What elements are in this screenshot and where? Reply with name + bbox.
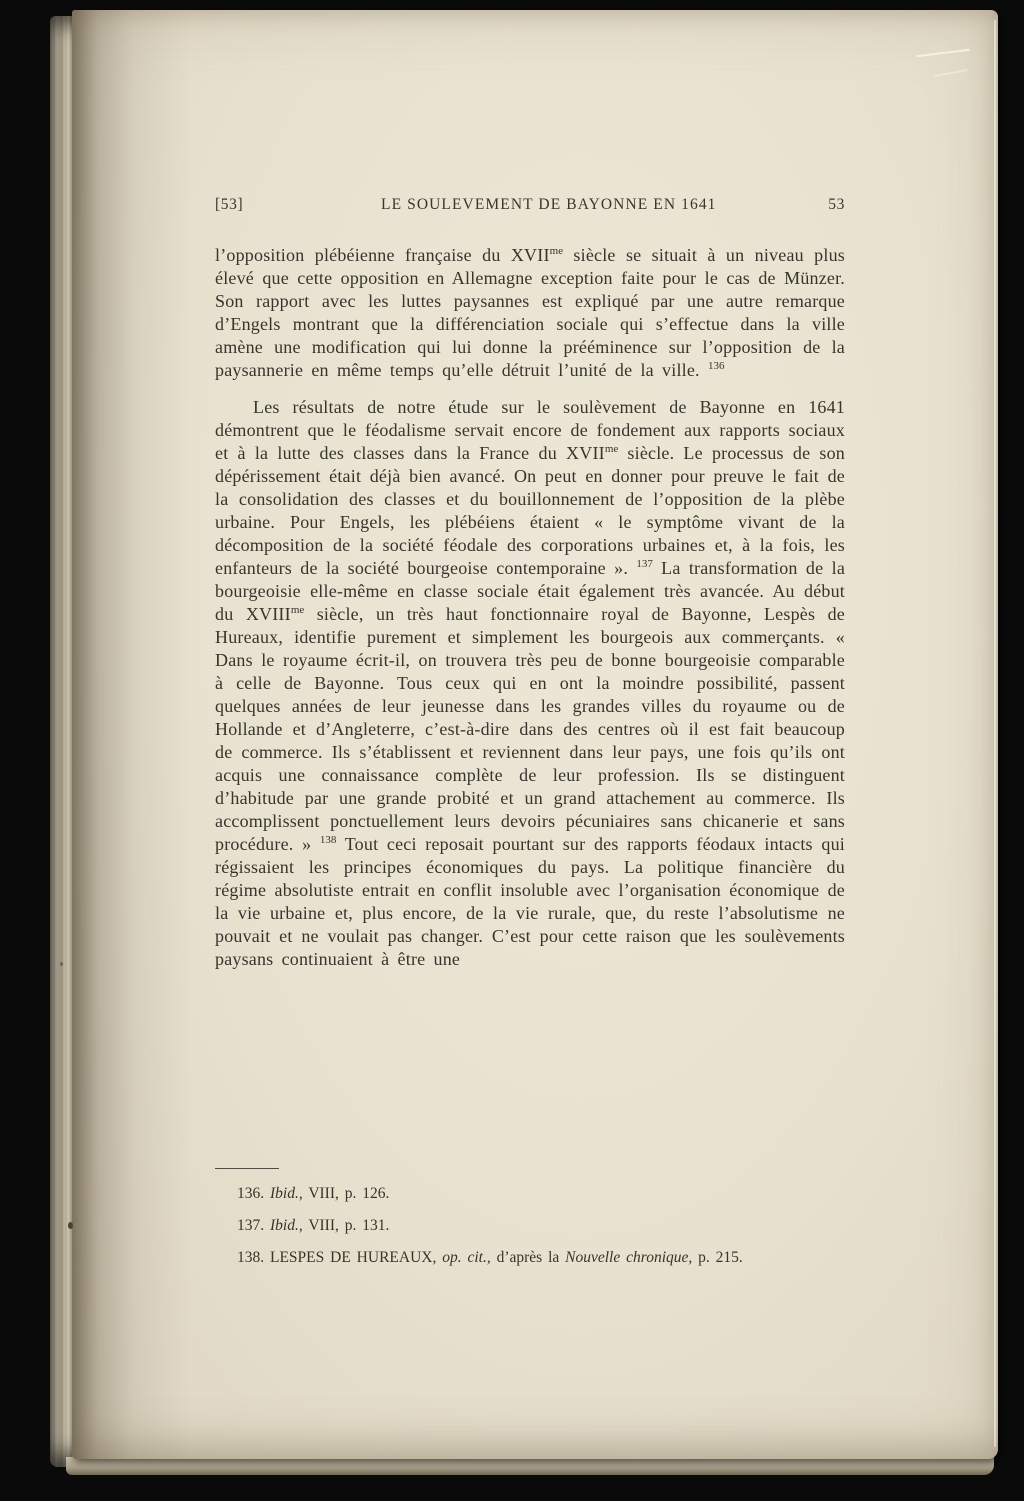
scan-speck — [68, 1222, 73, 1229]
footnote-separator-rule — [215, 1168, 279, 1169]
footnote: 136. Ibid., VIII, p. 126. — [237, 1185, 390, 1202]
page-header — [215, 196, 845, 214]
paragraph: Les résultats de notre étude sur le soulèvement de Bayonne en 1641 démontrent que le féodalisme servait encore de fondement aux rapports sociaux et à la lutte des classes dans la France du $XVII^{me}$ siècle. Le processus de son dépérissement était déjà bien avancé. On peut en donner pour preuve le fait de la consolidation des classes et du bouillonnement de l’opposition de la plèbe urbaine. Pour Engels, les plébéiens étaient « le symptôme vivant de la décomposition de la société féodale des corporations urbaines et, à la fois, les enfanteurs de la société bourgeoise contemporaine ». $^{137}$ La transformation de la bourgeoisie elle-même en classe sociale était également très avancée. Au début du $XVIII^{me}$ siècle, un très haut fonctionnaire royal de Bayonne, Lespès de Hureaux, identifie purement et simplement les bourgeois aux commerçants. « Dans le royaume écrit-il, on trouvera très peu de bonne bourgeoisie comparable à celle de Bayonne. Tous ceux qui en ont la moindre possibilité, passent quelques années de leur jeunesse dans les grandes villes du royaume ou de Hollande et d’Angleterre, c’est-à-dire dans des centres où il est fait beaucoup de commerce. Ils s’établissent et reviennent dans leur pays, une fois qu’ils ont acquis une connaissance complète de leur profession. Ils se distinguent d’habitude par une grande probité et un grand attachement au commerce. Ils accomplissent ponctuellement leurs devoirs pécuniaires sans chicanerie et sans procédure. » $^{138}$ Tout ceci reposait pourtant sur des rapports féodaux intacts qui régissaient les principes économiques du pays. La politique financière du régime absolutiste entrait en conflit insoluble avec l’organisation économique de la vie urbaine et, plus encore, de la vie rurale, que, du reste l’absolutisme ne pouvait et ne voulait pas changer. C’est pour cette raison que les soulèvements paysans continuaient à être une — [215, 397, 846, 969]
page-number: 53 — [828, 196, 845, 213]
footnotes-section — [215, 1168, 845, 1279]
scan-speck — [60, 962, 63, 966]
page-content — [215, 196, 845, 971]
body-text — [215, 244, 845, 971]
running-title: LE SOULEVEMENT DE BAYONNE EN 1641 — [381, 196, 717, 213]
header-bracket-number: [53] — [215, 196, 244, 213]
book-page — [72, 10, 998, 1459]
book-page-edges-bottom — [66, 1457, 994, 1475]
footnote: 138. LESPES DE HUREAUX, op. cit., d’après la Nouvelle chronique, p. 215. — [237, 1249, 743, 1266]
page-curl-highlight — [934, 69, 968, 77]
page-curl-highlight — [916, 49, 970, 58]
footnote: 137. Ibid., VIII, p. 131. — [237, 1217, 390, 1234]
paragraph: l’opposition plébéienne française du $XVII^{me}$ siècle se situait à un niveau plus élevé que cette opposition en Allemagne exception faite pour le cas de Münzer. Son rapport avec les luttes paysannes est expliqué par une autre remarque d’Engels montrant que la différenciation sociale qui s’effectue dans la ville amène une modification qui lui donne la prééminence sur l’opposition de la paysannerie en même temps qu’elle détruit l’unité de la ville. $^{136}$ — [215, 245, 845, 380]
